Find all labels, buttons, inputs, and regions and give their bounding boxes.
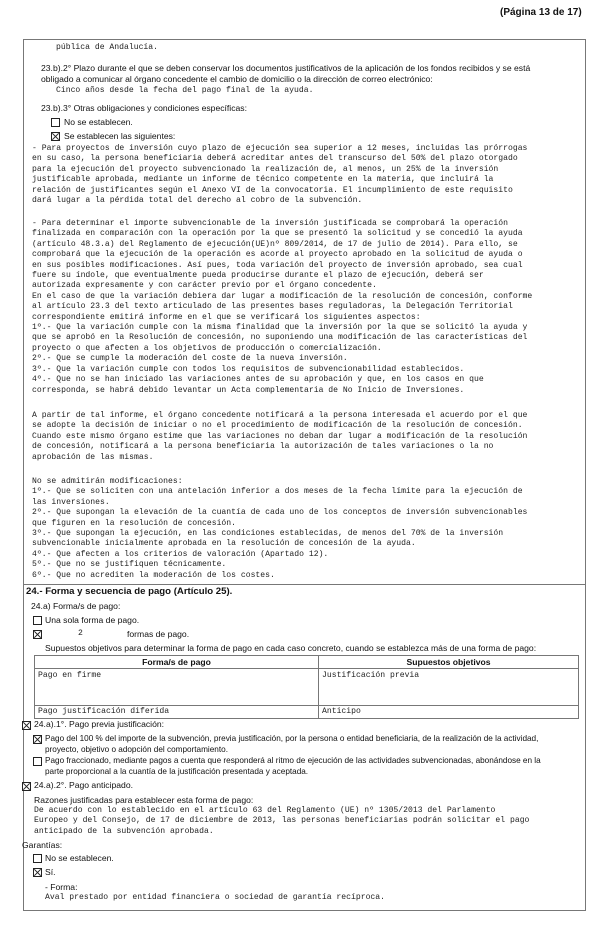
text-line: al artículo 23.3 del texto articulado de las presentes bases reguladoras, la Delegación Territorial	[32, 302, 513, 312]
text-line: 1º.- Que se soliciten con una antelación inferior a dos meses de la fecha límite para la ejecución de	[32, 487, 523, 497]
text-line: relación de justificantes según el Anexo VI de la convocatoria. El incumplimiento de este requisito	[32, 185, 513, 195]
full-payment-text	[45, 734, 538, 755]
text-line: para la ejecución del proyecto subvencionado la realización de, al menos, un 25% de la inversión	[32, 164, 499, 174]
payment-forms-table	[34, 655, 579, 719]
prev-section-tail: pública de Andalucía.	[56, 43, 158, 52]
text-line: No se admitirán modificaciones:	[32, 477, 183, 486]
checkbox-single-payment[interactable]	[33, 616, 42, 625]
obligations-paragraph-4	[32, 477, 527, 581]
other-obligations-heading: 23.b).3° Otras obligaciones y condiciones específicas:	[41, 103, 247, 113]
justified-reasons-label: Razones justificadas para establecer esta forma de pago:	[34, 795, 254, 805]
text-line: justificable aprobada, mediante un informe de técnico competente en la materia, que incluirá la	[32, 175, 494, 185]
checkbox-guarantees-none[interactable]	[33, 854, 42, 863]
text-line: En el caso de que la variación debiera dar lugar a modificación de la resolución de concesión, conforme	[32, 291, 533, 301]
checkbox-fractional-payment[interactable]	[33, 757, 42, 766]
text-line: - Para determinar el importe subvencionable de la inversión justificada se comprobará la operación	[32, 219, 508, 228]
text-line: fuere su índole, que eventualmente pueda producirse durante el plazo de ejecución, deberá ser	[32, 271, 484, 281]
text-line: proyecto o que afecten a los objetivos de producción o comercialización.	[32, 343, 382, 353]
text-line: 3º.- Que supongan la ejecución, en las condiciones establecidas, de menos del 70% de la inversión	[32, 529, 504, 539]
label-obligations-none: No se establecen.	[64, 117, 133, 127]
obligations-paragraph-3	[32, 411, 527, 463]
text-line: 4º.- Que no se han iniciado las variaciones antes de su aprobación y que, en los casos en que	[32, 375, 484, 385]
fractional-payment-text	[45, 756, 541, 777]
page-number: (Página 13 de 17)	[500, 7, 582, 18]
text-line: 1º.- Que la variación cumple con la misma finalidad que la inversión por la que se solicitó la ayuda y	[32, 323, 528, 333]
text-line: De acuerdo con lo establecido en el artículo 63 del Reglamento (UE) nº 1305/2013 del Parlamento	[34, 806, 496, 815]
text-line: se adopte la decisión de iniciar o no el procedimiento de modificación de la resolución de concesión.	[32, 421, 523, 431]
advance-payment-heading: 24.a).2°. Pago anticipado.	[34, 780, 133, 790]
table-header-row	[35, 656, 579, 669]
table-cell: Anticipo	[319, 706, 579, 719]
text-line: Pago del 100 % del importe de la subvención, previa justificación, por la persona o entidad beneficiaria, de la realización de la actividad,	[45, 734, 539, 743]
text-line: 6º.- Que no acrediten la moderación de los costes.	[32, 570, 275, 580]
table-cell: Pago justificación diferida	[35, 706, 319, 719]
heading-line: 23.b).2° Plazo durante el que se deben conservar los documentos justificativos de la aplicación de los fondos recibidos y se está	[41, 63, 531, 73]
obligations-paragraph-2	[32, 219, 532, 396]
checkbox-obligations-none[interactable]	[51, 118, 60, 127]
table-cell: Pago en firme	[35, 669, 319, 706]
text-line: de concesión, notificará a la persona beneficiaria la autorización de tales variaciones o la no	[32, 442, 494, 452]
retention-period-heading	[41, 63, 530, 84]
checkbox-multiple-payment[interactable]	[33, 630, 42, 639]
text-line: (artículo 48.3.a) del Reglamento de ejecución(UE)nº 809/2014, de 17 de julio de 2014). Para ello, se	[32, 239, 518, 249]
justified-reasons-text	[34, 806, 529, 837]
column-header: Supuestos objetivos	[319, 656, 579, 669]
guarantees-label: Garantías:	[22, 840, 63, 850]
text-line: aprobación de las mismas.	[32, 452, 154, 462]
table-row	[35, 669, 579, 706]
section-divider	[23, 584, 586, 585]
text-line: 2º.- Que supongan la elevación de la cuantía de cada uno de los conceptos de inversión subvencionables	[32, 508, 528, 518]
text-line: - Para proyectos de inversión cuyo plazo de ejecución sea superior a 12 meses, incluidas las prórrogas	[32, 144, 528, 153]
text-line: las inversiones.	[32, 497, 110, 507]
text-line: que se aprobó en la Resolución de concesión, no suponiendo una modificación de las características del	[32, 333, 528, 343]
text-line: 4º.- Que afecten a los criterios de valoración (Apartado 12).	[32, 549, 329, 559]
text-line: A partir de tal informe, el órgano concedente notificará a la persona interesada el acuerdo por el que	[32, 411, 528, 420]
guarantee-form-value: Aval prestado por entidad financiera o sociedad de garantía recíproca.	[45, 893, 385, 902]
text-line: comprobará que la ejecución de la operación es acorde al proyecto aprobado en la solicitud de ayuda o	[32, 250, 523, 260]
checkbox-advance-payment[interactable]	[22, 782, 31, 791]
checkbox-prior-justification[interactable]	[22, 721, 31, 730]
text-line: Pago fraccionado, mediante pagos a cuenta que responderá al ritmo de ejecución de las actividades subvencionadas, abonándose en la	[45, 756, 541, 765]
text-line: corresponda, se habrá debido levantar un Acta complementaria de No Inicio de Inversiones.	[32, 385, 465, 395]
table-row	[35, 706, 579, 719]
text-line: finalizada en comparación con la operación por la que se presentó la solicitud y se concedió la ayuda	[32, 229, 523, 239]
text-line: 2º.- Que se cumple la moderación del coste de la nueva inversión.	[32, 354, 348, 364]
text-line: Cuando este mismo órgano estime que las variaciones no deban dar lugar a modificación de la resolución	[32, 431, 528, 441]
text-line: en su caso, la persona beneficiaria deberá acreditar antes del transcurso del 50% del plazo otorgado	[32, 154, 518, 164]
text-line: 3º.- Que la variación cumple con todos los requisitos de subvencionabilidad establecidos.	[32, 364, 465, 374]
guarantee-form-label: - Forma:	[45, 882, 78, 892]
label-guarantees-none: No se establecen.	[45, 853, 114, 863]
obligations-paragraph-1	[32, 144, 527, 206]
table-cell: Justificación previa	[319, 669, 579, 706]
section-24-title: 24.- Forma y secuencia de pago (Artículo 25).	[26, 586, 233, 597]
label-single-payment: Una sola forma de pago.	[45, 615, 140, 625]
prior-justification-heading: 24.a).1°. Pago previa justificación:	[34, 719, 165, 729]
text-line: 5º.- Que no se justifiquen técnicamente.	[32, 560, 227, 570]
label-obligations-yes: Se establecen las siguientes:	[64, 131, 176, 141]
label-multiple-payment: formas de pago.	[127, 629, 190, 639]
checkbox-full-payment[interactable]	[33, 735, 42, 744]
heading-line: obligado a comunicar al órgano concedente el cambio de domicilio o la dirección de correo electrónico:	[41, 73, 433, 84]
text-line: dará lugar a la pérdida total del derecho al cobro de la subvención.	[32, 196, 363, 206]
checkbox-guarantees-yes[interactable]	[33, 868, 42, 877]
payment-forms-count: 2	[78, 629, 83, 638]
objective-criteria-intro: Supuestos objetivos para determinar la forma de pago en cada caso concreto, cuando se establezca más de una forma de pago:	[45, 643, 537, 653]
text-line: que figuren en la resolución de concesión.	[32, 518, 236, 528]
text-line: en sus posibles modificaciones. Así pues, toda variación del proyecto de inversión aprobado, sea cual	[32, 260, 523, 270]
text-line: proyecto, objetivo o adopción del comportamiento.	[45, 744, 228, 754]
text-line: subvencionable inicialmente aprobada en la resolución de concesión de la ayuda.	[32, 539, 416, 549]
text-line: anticipado de la subvención aprobada.	[34, 826, 214, 836]
text-line: parte proporcional a la cuantía de la justificación presentada y aceptada.	[45, 766, 309, 776]
text-line: autorizada expresamente y con carácter previo por el órgano concedente.	[32, 281, 377, 291]
payment-forms-heading: 24.a) Forma/s de pago:	[31, 601, 121, 611]
checkbox-obligations-yes[interactable]	[51, 132, 60, 141]
text-line: Europeo y del Consejo, de 17 de diciembre de 2013, las personas beneficiarias podrán solicitar el pago	[34, 816, 530, 826]
retention-period-value: Cinco años desde la fecha del pago final de la ayuda.	[56, 86, 314, 95]
column-header: Forma/s de pago	[35, 656, 319, 669]
text-line: correspondiente emitirá informe en el que se verificará los siguientes aspectos:	[32, 312, 421, 322]
label-guarantees-yes: Sí.	[45, 867, 56, 877]
